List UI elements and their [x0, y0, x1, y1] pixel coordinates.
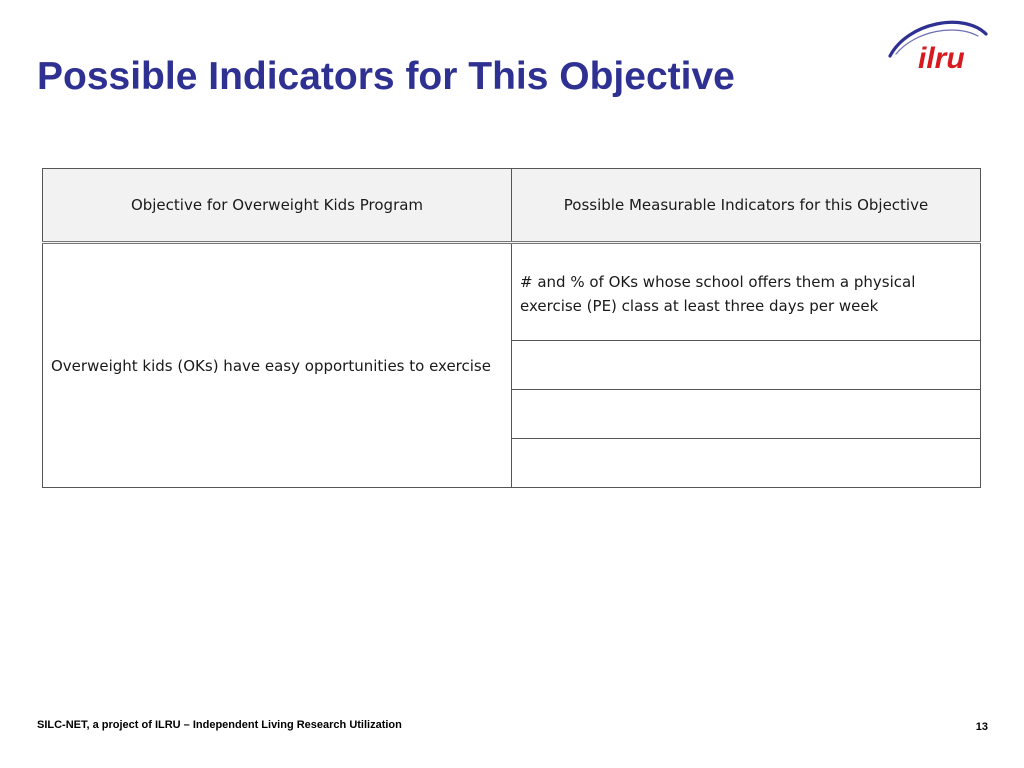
objective-cell: Overweight kids (OKs) have easy opportunities to exercise: [43, 243, 512, 488]
ilru-logo-graphic: [886, 16, 990, 74]
page-number: 13: [975, 721, 988, 733]
table-header-row: [43, 169, 981, 243]
indicators-table-container: [42, 168, 980, 490]
indicator-cell-4: [512, 439, 981, 488]
indicators-table: [42, 168, 981, 488]
indicator-cell-2: [512, 341, 981, 390]
slide-title: Possible Indicators for This Objective: [37, 55, 735, 98]
header-objective: Objective for Overweight Kids Program: [43, 169, 512, 243]
indicator-cell-1: # and % of OKs whose school offers them a physical exercise (PE) class at least three days per week: [512, 243, 981, 341]
table-row: [43, 243, 981, 341]
indicator-cell-3: [512, 390, 981, 439]
ilru-logo-text: ilru: [918, 42, 965, 74]
footer-text: SILC-NET, a project of ILRU – Independent Living Research Utilization: [37, 719, 402, 731]
ilru-logo: [886, 16, 990, 74]
header-indicators: Possible Measurable Indicators for this Objective: [512, 169, 981, 243]
